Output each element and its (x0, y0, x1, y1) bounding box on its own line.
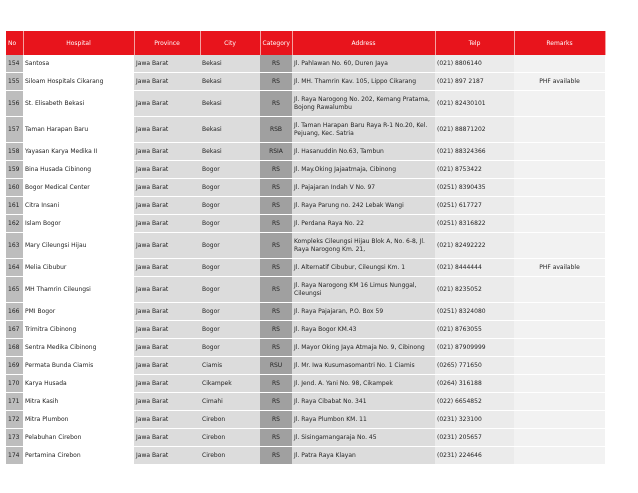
cell-city: Ciamis (200, 357, 260, 375)
cell-no: 166 (6, 303, 23, 321)
cell-telp: (0251) 8316822 (435, 215, 514, 233)
table-header-row (6, 31, 605, 55)
cell-address: Jl. Jend. A. Yani No. 98, Cikampek (292, 375, 435, 393)
cell-telp: (021) 8444444 (435, 259, 514, 277)
cell-telp: (021) 8806140 (435, 55, 514, 73)
table-row (6, 73, 605, 91)
cell-city: Bogor (200, 321, 260, 339)
cell-category: RS (260, 73, 292, 91)
cell-telp: (021) 88324366 (435, 143, 514, 161)
table-row (6, 179, 605, 197)
cell-province: Jawa Barat (134, 303, 200, 321)
cell-city: Cimahi (200, 393, 260, 411)
cell-no: 165 (6, 277, 23, 303)
cell-no: 157 (6, 117, 23, 143)
cell-category: RS (260, 411, 292, 429)
cell-hospital: MH Thamrin Cileungsi (23, 277, 134, 303)
cell-remarks (514, 197, 605, 215)
cell-address: Jl. Hasanuddin No.63, Tambun (292, 143, 435, 161)
cell-no: 171 (6, 393, 23, 411)
cell-province: Jawa Barat (134, 259, 200, 277)
cell-category: RS (260, 429, 292, 447)
cell-no: 162 (6, 215, 23, 233)
header-telp: Telp (435, 31, 514, 55)
cell-remarks (514, 143, 605, 161)
table-row (6, 143, 605, 161)
cell-hospital: Sentra Medika Cibinong (23, 339, 134, 357)
cell-province: Jawa Barat (134, 411, 200, 429)
cell-address: Jl. Raya Parung no. 242 Lebak Wangi (292, 197, 435, 215)
cell-city: Bekasi (200, 73, 260, 91)
header-address: Address (292, 31, 435, 55)
cell-province: Jawa Barat (134, 215, 200, 233)
cell-no: 163 (6, 233, 23, 259)
cell-telp: (0264) 316188 (435, 375, 514, 393)
cell-category: RS (260, 179, 292, 197)
cell-city: Bogor (200, 179, 260, 197)
cell-category: RS (260, 339, 292, 357)
header-hospital: Hospital (23, 31, 134, 55)
cell-province: Jawa Barat (134, 143, 200, 161)
cell-province: Jawa Barat (134, 233, 200, 259)
cell-telp: (0251) 8324080 (435, 303, 514, 321)
cell-remarks (514, 393, 605, 411)
cell-telp: (0265) 771650 (435, 357, 514, 375)
cell-city: Cirebon (200, 447, 260, 465)
cell-category: RS (260, 197, 292, 215)
cell-telp: (0231) 323100 (435, 411, 514, 429)
cell-category: RS (260, 393, 292, 411)
cell-city: Bogor (200, 215, 260, 233)
cell-no: 156 (6, 91, 23, 117)
cell-province: Jawa Barat (134, 429, 200, 447)
cell-remarks (514, 357, 605, 375)
cell-province: Jawa Barat (134, 91, 200, 117)
cell-remarks (514, 179, 605, 197)
cell-no: 161 (6, 197, 23, 215)
cell-hospital: Taman Harapan Baru (23, 117, 134, 143)
cell-city: Bogor (200, 233, 260, 259)
cell-category: RS (260, 375, 292, 393)
cell-address: Jl. Mr. Iwa Kusumasomantri No. 1 Ciamis (292, 357, 435, 375)
cell-no: 169 (6, 357, 23, 375)
cell-province: Jawa Barat (134, 375, 200, 393)
cell-city: Bogor (200, 161, 260, 179)
cell-telp: (0231) 205657 (435, 429, 514, 447)
cell-province: Jawa Barat (134, 447, 200, 465)
cell-remarks (514, 215, 605, 233)
cell-city: Bekasi (200, 117, 260, 143)
cell-category: RS (260, 321, 292, 339)
cell-address: Jl. MH. Thamrin Kav. 105, Lippo Cikarang (292, 73, 435, 91)
cell-hospital: Mitra Plumbon (23, 411, 134, 429)
cell-hospital: Bogor Medical Center (23, 179, 134, 197)
cell-telp: (021) 8753422 (435, 161, 514, 179)
cell-category: RS (260, 447, 292, 465)
cell-remarks (514, 429, 605, 447)
cell-no: 173 (6, 429, 23, 447)
cell-hospital: Santosa (23, 55, 134, 73)
table-row (6, 161, 605, 179)
cell-telp: (021) 8763055 (435, 321, 514, 339)
cell-city: Bekasi (200, 55, 260, 73)
cell-address: Kompleks Cileungsi Hijau Blok A, No. 6-8, Jl. Raya Narogong Km. 21, (292, 233, 435, 259)
cell-address: Jl. Raya Pajajaran, P.O. Box 59 (292, 303, 435, 321)
cell-address: Jl. Patra Raya Klayan (292, 447, 435, 465)
cell-remarks: PHF available (514, 259, 605, 277)
cell-city: Bekasi (200, 143, 260, 161)
cell-remarks (514, 277, 605, 303)
cell-hospital: Pelabuhan Cirebon (23, 429, 134, 447)
cell-category: RS (260, 277, 292, 303)
cell-address: Jl. May.Oking Jajaatmaja, Cibinong (292, 161, 435, 179)
header-remarks: Remarks (514, 31, 605, 55)
table-row (6, 375, 605, 393)
header-province: Province (134, 31, 200, 55)
cell-remarks (514, 117, 605, 143)
cell-hospital: Yayasan Karya Medika II (23, 143, 134, 161)
cell-province: Jawa Barat (134, 55, 200, 73)
header-city: City (200, 31, 260, 55)
cell-remarks (514, 375, 605, 393)
cell-city: Bogor (200, 277, 260, 303)
cell-address: Jl. Raya Narogong No. 202, Kemang Pratama, Bojong Rawalumbu (292, 91, 435, 117)
table-row (6, 117, 605, 143)
cell-hospital: Islam Bogor (23, 215, 134, 233)
cell-hospital: Mitra Kasih (23, 393, 134, 411)
table-row (6, 55, 605, 73)
cell-category: RS (260, 233, 292, 259)
table-row (6, 321, 605, 339)
cell-no: 159 (6, 161, 23, 179)
cell-province: Jawa Barat (134, 73, 200, 91)
cell-address: Jl. Perdana Raya No. 22 (292, 215, 435, 233)
cell-category: RS (260, 91, 292, 117)
cell-city: Bogor (200, 303, 260, 321)
table-row (6, 91, 605, 117)
hospital-table (6, 31, 606, 465)
cell-hospital: Melia Cibubur (23, 259, 134, 277)
cell-address: Jl. Pajajaran Indah V No. 97 (292, 179, 435, 197)
cell-no: 170 (6, 375, 23, 393)
cell-hospital: Mary Cileungsi Hijau (23, 233, 134, 259)
cell-telp: (021) 82430101 (435, 91, 514, 117)
table-row (6, 259, 605, 277)
cell-city: Bogor (200, 339, 260, 357)
cell-city: Bogor (200, 197, 260, 215)
cell-province: Jawa Barat (134, 161, 200, 179)
cell-hospital: Bina Husada Cibinong (23, 161, 134, 179)
cell-city: Bekasi (200, 91, 260, 117)
cell-hospital: Karya Husada (23, 375, 134, 393)
table-row (6, 447, 605, 465)
cell-no: 167 (6, 321, 23, 339)
table-row (6, 277, 605, 303)
cell-no: 154 (6, 55, 23, 73)
cell-address: Jl. Alternatif Cibubur, Cileungsi Km. 1 (292, 259, 435, 277)
cell-category: RS (260, 303, 292, 321)
cell-remarks (514, 321, 605, 339)
table-row (6, 339, 605, 357)
cell-remarks (514, 339, 605, 357)
cell-remarks (514, 303, 605, 321)
cell-province: Jawa Barat (134, 393, 200, 411)
cell-remarks (514, 447, 605, 465)
cell-hospital: Trimitra Cibinong (23, 321, 134, 339)
cell-province: Jawa Barat (134, 339, 200, 357)
cell-remarks (514, 161, 605, 179)
cell-address: Jl. Pahlawan No. 60, Duren Jaya (292, 55, 435, 73)
cell-no: 174 (6, 447, 23, 465)
cell-category: RS (260, 55, 292, 73)
cell-category: RSIA (260, 143, 292, 161)
cell-telp: (021) 8235052 (435, 277, 514, 303)
cell-telp: (022) 6654852 (435, 393, 514, 411)
cell-address: Jl. Sisingamangaraja No. 45 (292, 429, 435, 447)
cell-telp: (021) 87909999 (435, 339, 514, 357)
cell-hospital: Permata Bunda Ciamis (23, 357, 134, 375)
cell-no: 168 (6, 339, 23, 357)
cell-remarks: PHF available (514, 73, 605, 91)
cell-remarks (514, 233, 605, 259)
cell-address: Jl. Raya Plumbon KM. 11 (292, 411, 435, 429)
cell-category: RSB (260, 117, 292, 143)
cell-hospital: Citra Insani (23, 197, 134, 215)
cell-city: Cirebon (200, 429, 260, 447)
cell-city: Cikampek (200, 375, 260, 393)
cell-no: 160 (6, 179, 23, 197)
table-row (6, 411, 605, 429)
cell-province: Jawa Barat (134, 179, 200, 197)
hospital-table-sheet (6, 31, 605, 465)
cell-province: Jawa Barat (134, 197, 200, 215)
table-row (6, 197, 605, 215)
cell-remarks (514, 411, 605, 429)
cell-address: Jl. Taman Harapan Baru Raya R-1 No.20, Kel. Pejuang, Kec. Satria (292, 117, 435, 143)
header-no: No (6, 31, 23, 55)
cell-telp: (0251) 617727 (435, 197, 514, 215)
cell-hospital: St. Elisabeth Bekasi (23, 91, 134, 117)
table-row (6, 393, 605, 411)
table-row (6, 215, 605, 233)
cell-city: Cirebon (200, 411, 260, 429)
table-row (6, 357, 605, 375)
header-category: Category (260, 31, 292, 55)
cell-hospital: Siloam Hospitals Cikarang (23, 73, 134, 91)
table-body (6, 55, 605, 465)
cell-category: RS (260, 259, 292, 277)
cell-address: Jl. Mayor Oking Jaya Atmaja No. 9, Cibinong (292, 339, 435, 357)
cell-no: 164 (6, 259, 23, 277)
cell-no: 172 (6, 411, 23, 429)
cell-address: Jl. Raya Narogong KM 16 Limus Nunggal, Cileungsi (292, 277, 435, 303)
cell-no: 158 (6, 143, 23, 161)
cell-address: Jl. Raya Bogor KM.43 (292, 321, 435, 339)
cell-remarks (514, 91, 605, 117)
cell-province: Jawa Barat (134, 117, 200, 143)
cell-remarks (514, 55, 605, 73)
cell-category: RS (260, 215, 292, 233)
cell-no: 155 (6, 73, 23, 91)
cell-address: Jl. Raya Cibabat No. 341 (292, 393, 435, 411)
cell-category: RSU (260, 357, 292, 375)
table-row (6, 303, 605, 321)
cell-province: Jawa Barat (134, 277, 200, 303)
table-row (6, 233, 605, 259)
cell-telp: (021) 88871202 (435, 117, 514, 143)
cell-province: Jawa Barat (134, 357, 200, 375)
cell-telp: (021) 82492222 (435, 233, 514, 259)
cell-telp: (0231) 224646 (435, 447, 514, 465)
cell-category: RS (260, 161, 292, 179)
cell-telp: (0251) 8390435 (435, 179, 514, 197)
cell-hospital: Pertamina Cirebon (23, 447, 134, 465)
cell-telp: (021) 897 2187 (435, 73, 514, 91)
cell-city: Bogor (200, 259, 260, 277)
cell-province: Jawa Barat (134, 321, 200, 339)
cell-hospital: PMI Bogor (23, 303, 134, 321)
table-row (6, 429, 605, 447)
